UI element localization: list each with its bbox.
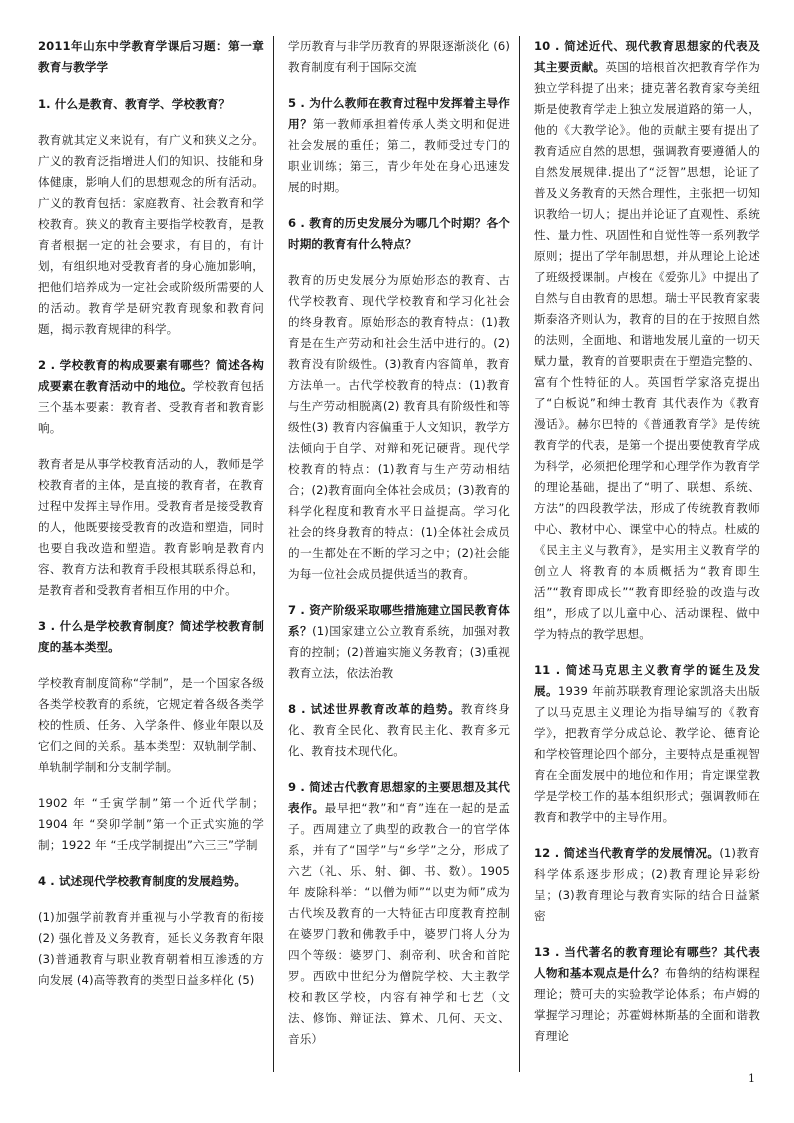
- answer-3: [38, 673, 264, 778]
- answer-4-continued-text: 学历教育与非学历教育的界限逐渐淡化 (6) 教育制度有利于国际交流: [288, 39, 510, 74]
- column-middle: [288, 36, 510, 1074]
- question-3: [38, 616, 264, 658]
- question-10: [534, 36, 760, 645]
- answer-2-text: 教育者是从事学校教育活动的人，教师是学校教育者的主体，是直接的教育者，在教育过程中发挥主导作用。受教育者是接受教育的人，他既要接受教育的改造和塑造，同时也要自我改造和塑造。教育影响是教育内容、教育方法和教育手段根其联系得总和，是教育者和受教育者相互作用的中介。: [38, 457, 264, 597]
- answer-7-text: (1)国家建立公立教育系统，加强对教育的控制；(2)普遍实施义务教育；(3)重视教育立法，依法治教: [288, 624, 510, 680]
- question-13-heading: 13 . 当代著名的教育理论有哪些？其代表人物和基本观点是什么？: [534, 945, 760, 980]
- question-9: [288, 777, 510, 1050]
- question-1-heading: 1. 什么是教育、教育学、学校教育？: [38, 97, 231, 111]
- question-1: [38, 94, 264, 115]
- question-5-heading: 5 . 为什么教师在教育过程中发挥着主导作用？: [288, 96, 510, 131]
- answer-3-text: 学校教育制度简称“学制”，是一个国家各级各类学校教育的系统，它规定着各级各类学校的性质、任务、入学条件、修业年限以及它们之间的关系。基本类型：双轨制学制、单轨制学制和分支制学制。: [38, 676, 264, 774]
- answer-3-dates-text: 1902 年 “壬寅学制”第一个近代学制；1904 年 “癸卯学制”第一个正式实施的学制；1922 年 “壬戌学制提出”六三三”学制: [38, 796, 264, 852]
- answer-12-text: (1)教育科学体系逐步形成；(2)教育理论异彩纷呈；(3)教育理论与教育实际的结合日益紧密: [534, 846, 760, 923]
- question-4-heading: 4 . 试述现代学校教育制度的发展趋势。: [38, 874, 247, 888]
- answer-13-text: 布鲁纳的结构课程理论；赞可夫的实验教学论体系；布卢姆的掌握学习理论；苏霍姆林斯基的全面和谐教育理论: [534, 966, 760, 1043]
- answer-5-text: 第一教师承担着传承人类文明和促进社会发展的重任；第二，教师受过专门的职业训练；第三，青少年处在身心迅速发展的时期。: [288, 117, 510, 194]
- chapter-title-text: 2011年山东中学教育学课后习题：第一章教育与教学学: [38, 39, 264, 74]
- page-number: 1: [748, 1072, 755, 1085]
- question-3-heading: 3 . 什么是学校教育制度？简述学校教育制度的基本类型。: [38, 619, 264, 654]
- question-9-heading: 9 . 简述古代教育思想家的主要思想及其代表作。: [288, 780, 510, 815]
- chapter-title: [38, 36, 264, 78]
- answer-1-text: 教育就其定义来说有，有广义和狭义之分。广义的教育泛指增进人们的知识、技能和身体健康，影响人们的思想观念的所有活动。广义的教育包括：家庭教育、社会教育和学校教育。狭义的教育主要指学校教育，是教育者根据一定的社会要求，有目的，有计划，有组织地对受教育者的身心施加影响，把他们培养成为一定社会或阶级所需要的人的活动。教育学是研究教育现象和教育问题，揭示教育规律的科学。: [38, 133, 264, 336]
- question-2: [38, 355, 264, 439]
- question-12-heading: 12 . 简述当代教育学的发展情况。: [534, 846, 720, 860]
- column-left: [38, 36, 264, 1074]
- column-right: [534, 36, 760, 1074]
- answer-8-text: 教育终身化、教育全民化、教育民主化、教育多元化、教育技术现代化。: [288, 702, 510, 758]
- answer-4-continued: [288, 36, 510, 78]
- answer-2: [38, 454, 264, 601]
- question-6: [288, 213, 510, 255]
- answer-6: [288, 270, 510, 585]
- answer-4: [38, 907, 264, 991]
- answer-2-intro: 学校教育包括三个基本要素：教育者、受教育者和教育影响。: [38, 379, 264, 435]
- question-5: [288, 93, 510, 198]
- answer-6-text: 教育的历史发展分为原始形态的教育、古代学校教育、现代学校教育和学习化社会的终身教育。原始形态的教育特点：(1)教育是在生产劳动和社会生活中进行的。(2)教育没有阶级性。(3)教育内容简单，教育方法单一。古代学校教育的特点：(1)教育与生产劳动相脱离(2) 教育具有阶级性和等级性(3) 教育内容偏重于人文知识，教学方法倾向于自学、对辩和死记硬背。现代学校教育的特点：(1)教育与生产劳动相结合；(2)教育面向全体社会成员；(3)教育的科学化程度和教育水平日益提高。学习化社会的终身教育的特点：(1)全体社会成员的一生都处在不断的学习之中；(2)社会能为每一位社会成员提供适当的教育。: [288, 273, 510, 581]
- column-divider-2: [519, 36, 520, 1072]
- question-11-heading: 11 . 简述马克思主义教育学的诞生及发展。: [534, 663, 760, 698]
- question-11: [534, 660, 760, 828]
- question-4: [38, 871, 264, 892]
- answer-1: [38, 130, 264, 340]
- question-7: [288, 600, 510, 684]
- answer-11-text: 1939 年前苏联教育理论家凯洛夫出版了以马克思主义理论为指导编写的《教育学》，把教育学分成总论、教学论、德育论和学校管理论四个部分，主要特点是重视智育在全面发展中的地位和作用；肯定课堂教学是学校工作的基本组织形式；强调教师在教育和教学中的主导作用。: [534, 684, 760, 824]
- question-12: [534, 843, 760, 927]
- answer-4-text: (1)加强学前教育并重视与小学教育的衔接 (2) 强化普及义务教育，延长义务教育年限 (3)普通教育与职业教育朝着相互渗透的方向发展 (4)高等教育的类型日益多样化 (5): [38, 910, 264, 987]
- answer-3-dates: [38, 793, 264, 856]
- column-divider-1: [273, 36, 274, 1072]
- question-6-heading: 6 . 教育的历史发展分为哪几个时期？各个时期的教育有什么特点？: [288, 216, 510, 251]
- question-8: [288, 699, 510, 762]
- question-13: [534, 942, 760, 1047]
- question-8-heading: 8 . 试述世界教育改革的趋势。: [288, 702, 461, 716]
- question-7-heading: 7 . 资产阶级采取哪些措施建立国民教育体系？: [288, 603, 510, 638]
- answer-10-text: 英国的培根首次把教育学作为独立学科提了出来；捷克著名教育家夸美纽斯是使教育学走上独立发展道路的第一人，他的《大教学论》。他的贡献主要有提出了教育适应自然的思想，强调教育要遵循人的自然发展规律.提出了“泛智”思想，论证了普及义务教育的天然合理性，主张把一切知识教给一切人；提出并论证了直观性、系统性、量力性、巩固性和自觉性等一系列教学原则；提出了学年制思想，并从理论上论述了班级授课制。卢梭在《爱弥儿》中提出了自然与自由教育的思想。瑞士平民教育家裴斯泰洛齐则认为，教育的目的在于按照自然的法则，全面地、和谐地发展儿童的一切天赋力量，教育的首要职责在于塑造完整的、富有个性特征的人。英国哲学家洛克提出了“白板说”和绅士教育 其代表作为《教育漫话》。赫尔巴特的《普通教育学》是传统教育学的代表，是第一个提出要使教育学成为科学，必须把伦理学和心理学作为教育学的理论基础，提出了“明了、联想、系统、方法”的四段教学法，形成了传统教育教师中心、教材中心、课堂中心的特点。杜威的《民主主义与教育》，是实用主义教育学的创立人 将教育的本质概括为“教育即生活”“教育即成长”“教育即经验的改造与改组”，形成了以儿童中心、活动课程、做中学为特点的教学思想。: [534, 60, 760, 641]
- question-10-heading: 10 . 简述近代、现代教育思想家的代表及其主要贡献。: [534, 39, 760, 74]
- answer-9-text: 最早把“教”和“育”连在一起的是孟子。西周建立了典型的政教合一的官学体系，并有了“国学”与“乡学”之分，形成了六艺（礼、乐、射、御、书、数）。1905 年 废除科举：“以僧为师”“以吏为师”成为古代埃及教育的一大特征古印度教育控制在婆罗门教和佛教手中，婆罗门将人分为四个等级：婆罗门、刹帝利、吠舍和首陀罗。西欧中世纪分为僧院学校、大主教学校和教区学校，内容有神学和七艺（文法、修饰、辩证法、算术、几何、天文、音乐）: [288, 801, 510, 1046]
- question-2-heading: 2 . 学校教育的构成要素有哪些？简述各构成要素在教育活动中的地位。: [38, 358, 264, 393]
